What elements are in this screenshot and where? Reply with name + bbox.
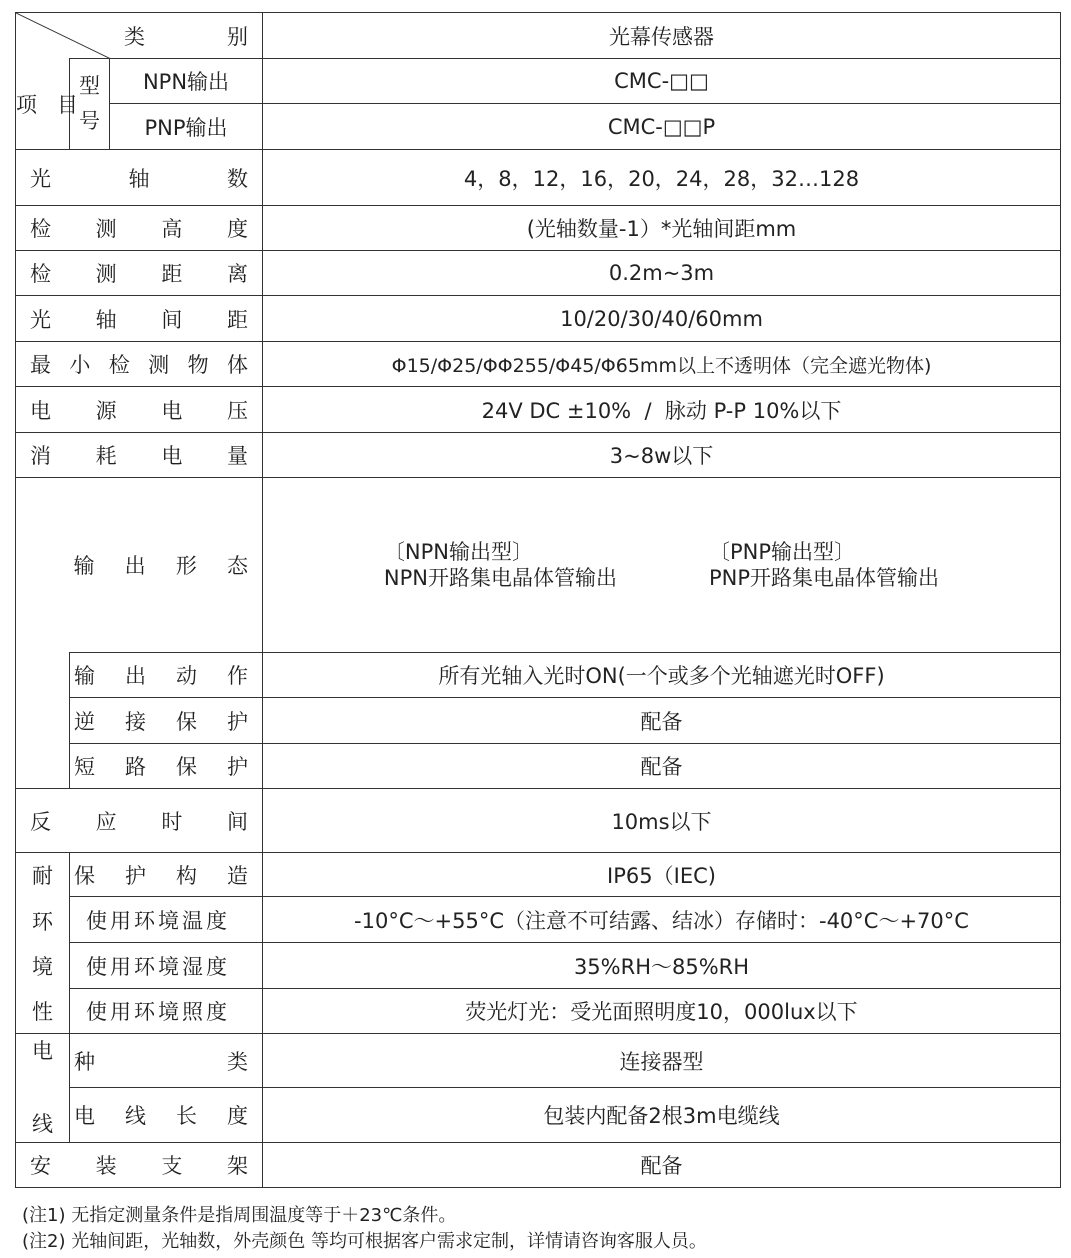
label-char: 耐 (32, 864, 53, 889)
pnp-output-title: 〔PNP输出型〕 (709, 540, 856, 564)
output-action-value: 所有光轴入光时ON(一个或多个光轴遮光时OFF) (263, 653, 1061, 698)
output-form-value (263, 478, 1061, 653)
cable-type-label (70, 1034, 263, 1088)
axis-pitch-label (16, 296, 263, 342)
label-char: 电 (161, 398, 183, 423)
response-time-value: 10ms以下 (263, 789, 1061, 853)
npn-output-title: 〔NPN输出型〕 (383, 540, 534, 564)
short-protection-value: 配备 (263, 744, 1061, 789)
label-char: 护 (227, 709, 248, 734)
axis-count-value: 4，8，12，16，20，24，28，32…128 (263, 150, 1061, 206)
label-char: 轴 (95, 307, 117, 332)
power-consumption-label (16, 433, 263, 478)
env-humidity-value: 35%RH～85%RH (263, 943, 1061, 989)
category-char: 类 (124, 24, 145, 49)
label-char: 短 (74, 755, 95, 779)
env-light-label: 使用环境照度 (70, 989, 263, 1034)
label-char: 检 (108, 353, 130, 377)
power-consumption-value: 3~8w以下 (263, 433, 1061, 478)
header-corner (16, 13, 263, 59)
protection-structure-value: IP65（IEC) (263, 853, 1061, 897)
detect-distance-label (16, 251, 263, 296)
label-char: 逆 (74, 709, 95, 734)
protection-structure-label (70, 853, 263, 897)
label-char: 性 (32, 1000, 53, 1025)
axis-count-label (16, 150, 263, 206)
reverse-protection-label (70, 698, 263, 744)
label-char: 间 (226, 809, 248, 834)
label-char: 类 (227, 1049, 248, 1074)
label-char: 造 (227, 863, 248, 888)
label-char: 检 (30, 262, 51, 286)
power-voltage-label (16, 387, 263, 433)
label-char: 保 (74, 863, 95, 888)
env-temp-label: 使用环境温度 (70, 897, 263, 943)
label-char: 物 (187, 353, 209, 377)
detect-height-value: (光轴数量-1）*光轴间距mm (263, 206, 1061, 251)
label-char: 接 (125, 709, 146, 734)
label-char: 度 (226, 217, 248, 241)
label-char: 境 (32, 955, 53, 979)
label-char: 应 (95, 809, 117, 834)
axis-pitch-value: 10/20/30/40/60mm (263, 296, 1061, 342)
label-char: 支 (161, 1154, 183, 1178)
label-char: 电 (32, 1038, 53, 1063)
label-char: 态 (226, 554, 248, 578)
label-char: 架 (226, 1154, 248, 1178)
label-char: 小 (69, 353, 91, 377)
label-char: 动 (176, 664, 197, 688)
min-object-label (16, 342, 263, 387)
npn-label: NPN输出 (110, 59, 263, 104)
label-char: 构 (176, 863, 197, 888)
label-char: 电 (74, 1104, 95, 1128)
label-char: 种 (74, 1049, 95, 1074)
footnote-2: (注2) 光轴间距，光轴数，外壳颜色 等均可根据客户需求定制，详情请咨询客服人员。 (22, 1231, 707, 1252)
label-char: 检 (30, 217, 51, 241)
label-char: 护 (227, 755, 248, 779)
min-object-value: Φ15/Φ25/ΦΦ255/Φ45/Φ65mm以上不透明体（完全遮光物体) (263, 342, 1061, 387)
label-char: 度 (227, 1104, 248, 1128)
detect-height-label (16, 206, 263, 251)
label-char: 出 (125, 664, 146, 688)
label-char: 输 (74, 664, 95, 688)
output-action-label (70, 653, 263, 698)
label-char: 装 (95, 1154, 117, 1178)
label-char: 消 (30, 444, 51, 468)
label-char: 离 (226, 262, 248, 286)
env-light-value: 荧光灯光：受光面照明度10，000lux以下 (263, 989, 1061, 1034)
label-char: 压 (226, 398, 248, 423)
short-protection-label (70, 744, 263, 789)
detect-distance-value: 0.2m~3m (263, 251, 1061, 296)
label-char: 轴 (128, 166, 150, 191)
footnotes (22, 1203, 707, 1255)
label-char: 作 (227, 664, 248, 688)
pnp-output-desc: PNP开路集电晶体管输出 (709, 566, 940, 590)
label-char: 距 (226, 307, 248, 332)
power-voltage-value: 24V DC ±10% / 脉动 P-P 10%以下 (263, 387, 1061, 433)
label-char: 线 (32, 1112, 53, 1136)
label-char: 时 (161, 809, 183, 834)
label-char: 输 (73, 554, 95, 578)
label-char: 型 (79, 73, 100, 98)
label-char: 耗 (95, 444, 117, 468)
mount-value: 配备 (263, 1143, 1061, 1188)
item-label (16, 59, 79, 150)
label-char: 间 (161, 307, 183, 332)
label-char: 测 (95, 262, 117, 286)
pnp-output-block (709, 539, 939, 591)
env-humidity-label: 使用环境湿度 (70, 943, 263, 989)
label-char: 测 (148, 353, 170, 377)
category-value: 光幕传感器 (263, 13, 1061, 59)
label-char: 号 (79, 109, 100, 133)
label-char: 安 (30, 1154, 51, 1178)
label-char: 护 (125, 863, 146, 888)
label-char: 出 (124, 554, 146, 578)
label-char: 距 (161, 262, 183, 286)
env-temp-value: -10°C～+55°C（注意不可结露、结冰）存储时：-40°C～+70°C (263, 897, 1061, 943)
cable-length-value: 包装内配备2根3m电缆线 (263, 1088, 1061, 1143)
cable-length-label (70, 1088, 263, 1143)
spec-table (15, 12, 1061, 1188)
label-char: 保 (176, 709, 197, 734)
mount-label (16, 1143, 263, 1188)
label-char: 环 (32, 909, 53, 934)
label-char: 源 (95, 398, 117, 423)
label-char: 保 (176, 755, 197, 779)
output-group-spacer (16, 478, 70, 789)
category-char: 别 (227, 24, 248, 49)
output-form-label (70, 478, 263, 653)
label-char: 反 (30, 809, 51, 834)
npn-output-block (384, 539, 617, 591)
cable-group-label (16, 1034, 70, 1143)
label-char: 高 (161, 217, 183, 241)
label-char: 长 (176, 1104, 197, 1128)
label-char: 电 (161, 444, 183, 468)
label-char: 量 (226, 444, 248, 468)
cable-type-value: 连接器型 (263, 1034, 1061, 1088)
npn-model-value: CMC-□□ (263, 59, 1061, 104)
label-char: 电 (30, 398, 51, 423)
label-char: 体 (226, 353, 248, 377)
label-char: 项 (16, 92, 37, 117)
environment-group-label (16, 853, 70, 1034)
label-char: 光 (30, 166, 51, 191)
label-char: 测 (95, 217, 117, 241)
label-char: 路 (125, 755, 146, 779)
npn-output-desc: NPN开路集电晶体管输出 (383, 566, 618, 590)
label-char: 目 (57, 92, 79, 117)
label-char: 光 (30, 307, 51, 332)
label-char: 数 (227, 166, 248, 191)
label-char: 形 (175, 554, 197, 578)
label-char: 最 (30, 353, 51, 377)
pnp-model-value: CMC-□□P (263, 104, 1061, 150)
label-char: 线 (125, 1104, 146, 1128)
pnp-label: PNP输出 (110, 104, 263, 150)
reverse-protection-value: 配备 (263, 698, 1061, 744)
footnote-1: (注1) 无指定测量条件是指周围温度等于＋23℃条件。 (22, 1205, 457, 1226)
response-time-label (16, 789, 263, 853)
